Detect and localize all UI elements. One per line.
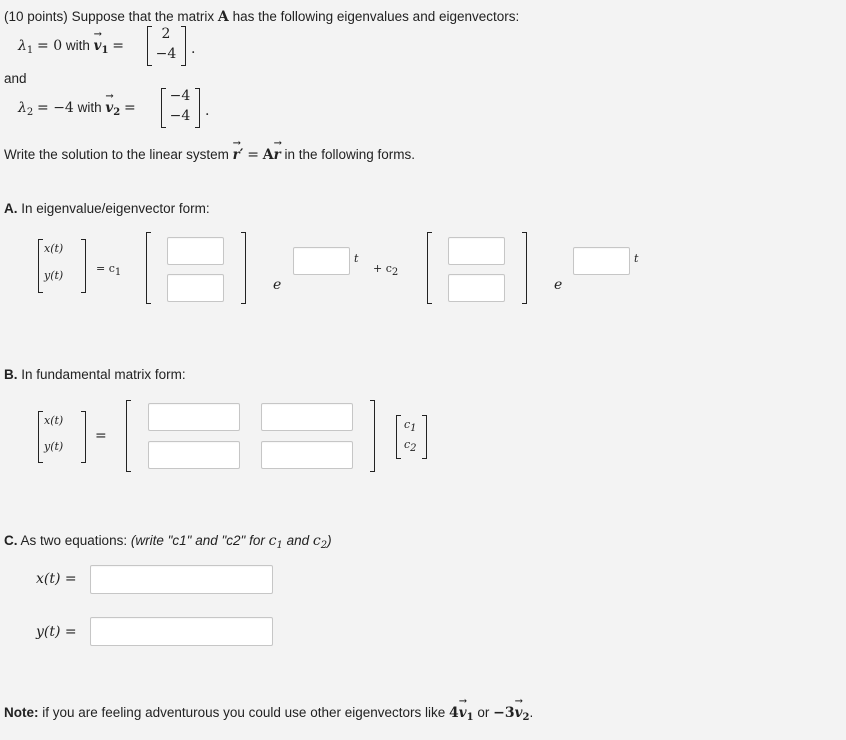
part-b-matrix-bracket-left bbox=[126, 400, 131, 472]
part-b-matrix-bracket-right bbox=[370, 400, 375, 472]
part-a-eq-c1: = c1 bbox=[96, 262, 122, 278]
eigenvalue-1: $\lambda_1 = 0$ with → $v_1$ = bbox=[18, 29, 124, 56]
part-c-y-input[interactable] bbox=[90, 617, 273, 646]
part-b-c1: c1 bbox=[404, 418, 417, 434]
part-b-c-bracket-right bbox=[422, 415, 427, 459]
part-c-x-input[interactable] bbox=[90, 565, 273, 594]
note-text: Note: if you are feeling adventurous you could use other eigenvectors like 4 → $v_1$ or −3 → $v_2$. bbox=[4, 696, 534, 723]
part-b-heading: B. In fundamental matrix form: bbox=[4, 367, 186, 382]
eigenvector-1-bracket-left bbox=[147, 26, 152, 66]
part-a-heading: A. In eigenvalue/eigenvector form: bbox=[4, 201, 210, 216]
eigenvector-2-bracket-right bbox=[195, 88, 200, 128]
eigenvector-1-symbol: → v bbox=[93, 29, 103, 54]
instruction-text: Write the solution to the linear system → r′ = A → r in the following forms. bbox=[4, 138, 416, 163]
part-a-vec2-top-input[interactable] bbox=[448, 237, 505, 265]
part-a-vec1-bottom-input[interactable] bbox=[167, 274, 224, 302]
part-a-vec1-bracket-left bbox=[146, 232, 151, 304]
part-b-lhs-bracket-left bbox=[38, 411, 43, 463]
part-b-c2: c2 bbox=[404, 438, 417, 454]
part-b-c-bracket-left bbox=[396, 415, 401, 459]
part-a-lhs-bracket-left bbox=[38, 239, 43, 293]
part-a-exponent1-input[interactable] bbox=[293, 247, 350, 275]
eigenvector-1-bottom: −4 bbox=[155, 46, 177, 62]
question-text: (10 points) Suppose that the matrix A has the following eigenvalues and eigenvectors: bbox=[4, 9, 520, 25]
points-label: (10 points) bbox=[4, 9, 68, 24]
eigenvector-1-bracket-right bbox=[181, 26, 186, 66]
part-a-vec2-bracket-left bbox=[427, 232, 432, 304]
and-text: and bbox=[4, 71, 27, 86]
eigenvector-2-bottom: −4 bbox=[169, 108, 191, 124]
part-c-y-label: y(t) = bbox=[36, 624, 77, 640]
part-a-vec2-bottom-input[interactable] bbox=[448, 274, 505, 302]
part-a-lhs-bracket-right bbox=[81, 239, 86, 293]
eigenvector-2-bracket-left bbox=[161, 88, 166, 128]
eigenvalue-2: $\lambda_2 = -4$ with → $v_2$ = bbox=[18, 91, 136, 118]
part-a-vec1-bracket-right bbox=[241, 232, 246, 304]
part-c-x-label: x(t) = bbox=[36, 571, 77, 587]
eigenvector-2-symbol: → v bbox=[105, 91, 114, 116]
part-c-heading: C. As two equations: (write "c1" and "c2" for $c_1$ and $c_2$) bbox=[4, 533, 332, 551]
eigenvector-2-top: −4 bbox=[169, 88, 191, 104]
part-b-matrix-12-input[interactable] bbox=[261, 403, 353, 431]
part-b-matrix-22-input[interactable] bbox=[261, 441, 353, 469]
part-a-vec2-bracket-right bbox=[522, 232, 527, 304]
matrix-symbol: A bbox=[217, 9, 229, 25]
part-b-lhs-bracket-right bbox=[81, 411, 86, 463]
eigenvector-1-top: 2 bbox=[161, 26, 171, 42]
part-a-vec1-top-input[interactable] bbox=[167, 237, 224, 265]
part-b-matrix-11-input[interactable] bbox=[148, 403, 240, 431]
part-b-matrix-21-input[interactable] bbox=[148, 441, 240, 469]
part-a-exponent2-input[interactable] bbox=[573, 247, 630, 275]
part-a-plus-c2: + c2 bbox=[373, 262, 399, 278]
